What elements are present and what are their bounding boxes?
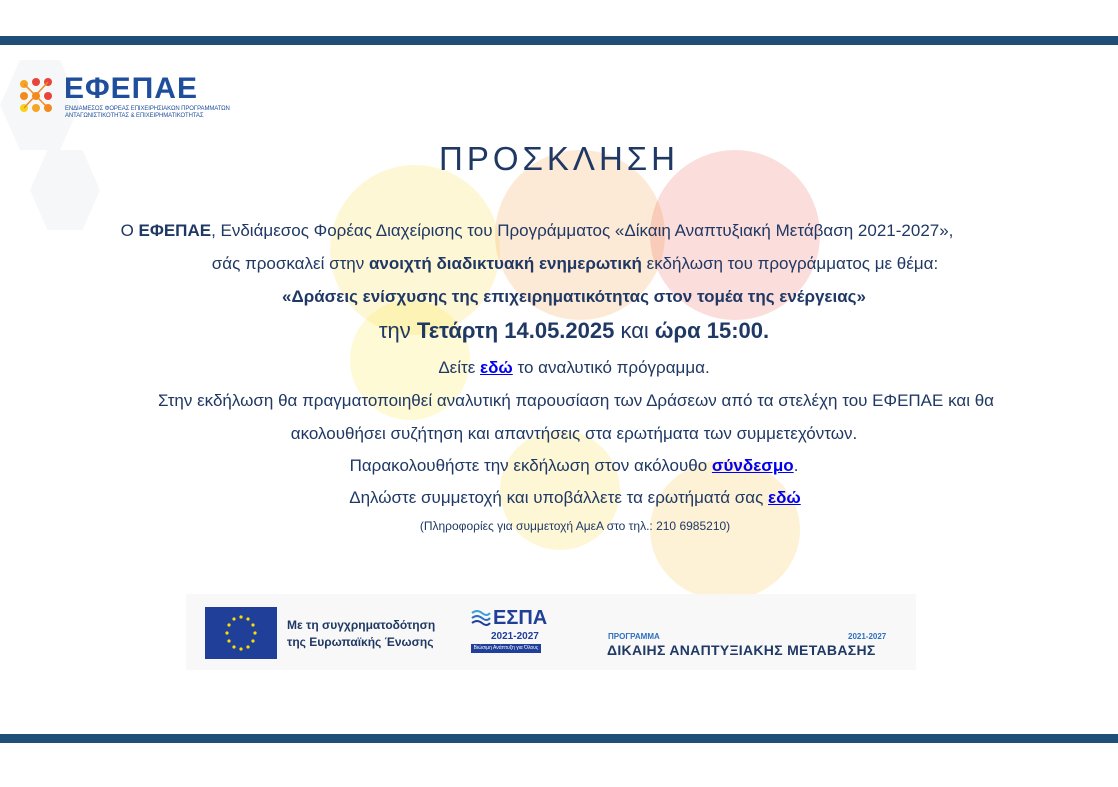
program-line-text: το αναλυτικό πρόγραμμα.: [512, 358, 710, 377]
watch-link[interactable]: σύνδεσμο: [711, 456, 794, 475]
datetime-text: την: [378, 318, 417, 343]
watch-line: [15, 456, 1118, 476]
eu-cofunding-line-2: της Ευρωπαϊκής Ένωσης: [287, 635, 434, 649]
efepae-logo-word: ΕΦΕΠΑΕ: [64, 72, 198, 105]
efepae-logo: [18, 72, 230, 120]
program-years: 2021-2027: [848, 632, 887, 641]
description-line-2: ακολουθήσει συζήτηση και απαντήσεις στα ερωτήματα των συμμετεχόντων.: [290, 424, 858, 443]
eu-cofunding-text: [287, 617, 435, 651]
datetime-text: και: [614, 318, 655, 343]
espa-subtitle: Βιώσιμη Ανάπτυξη για Όλους: [471, 644, 541, 653]
info-note: (Πληροφορίες για συμμετοχή ΑμεΑ στο τηλ.: 210 6985210): [419, 519, 731, 533]
register-line: [16, 488, 1118, 508]
top-band: [0, 36, 1118, 45]
efepae-logo-subtitle-2: ΑΝΤΑΓΩΝΙΣΤΙΚΟΤΗΤΑΣ & ΕΠΙΧΕΙΡΗΜΑΤΙΚΟΤΗΤΑΣ: [65, 113, 204, 119]
intro-event-type: ανοιχτή διαδικτυακή ενημερωτική: [368, 254, 642, 273]
intro-text: Ο: [120, 221, 139, 240]
program-link[interactable]: εδώ: [480, 358, 513, 377]
program-name: ΔΙΚΑΙΗΣ ΑΝΑΠΤΥΞΙΑΚΗΣ ΜΕΤΑΒΑΣΗΣ: [607, 642, 876, 658]
efepae-logo-subtitle-1: ΕΝΔΙΑΜΕΣΟΣ ΦΟΡΕΑΣ ΕΠΙΧΕΙΡΗΣΙΑΚΩΝ ΠΡΟΓΡΑΜΜΑΤΩΝ: [65, 106, 230, 112]
espa-word: ΕΣΠΑ: [493, 607, 548, 629]
eu-flag-icon: [205, 607, 277, 659]
event-datetime: [15, 318, 1118, 344]
espa-years: 2021-2027: [491, 631, 539, 642]
eu-cofunding-line-1: Με τη συγχρηματοδότηση: [287, 618, 436, 632]
intro-org-name: ΕΦΕΠΑΕ: [138, 221, 212, 240]
efepae-logo-mark-icon: [18, 76, 62, 116]
intro-text: , Ενδιάμεσος Φορέας Διαχείρισης του Προγράμματος «Δίκαιη Αναπτυξιακή Μετάβαση 2021-2027»,: [211, 221, 954, 240]
program-label: ΠΡΟΓΡΑΜΜΑ: [608, 632, 660, 641]
page-title: ΠΡΟΣΚΛΗΣΗ: [438, 140, 680, 177]
program-line-text: Δείτε: [438, 358, 481, 377]
intro-line-1: [0, 221, 1096, 241]
bottom-band: [0, 734, 1118, 743]
intro-line-2: [16, 254, 1118, 274]
watch-line-text: .: [793, 456, 799, 475]
espa-wave-icon: [471, 609, 491, 627]
description-line-1: Στην εκδήλωση θα πραγματοποιηθεί αναλυτική παρουσίαση των Δράσεων από τα στελέχη του ΕΦΕΠΑΕ και θα: [158, 391, 994, 410]
register-line-text: Δηλώστε συμμετοχή και υποβάλλετε τα ερωτήματά σας: [349, 488, 769, 507]
intro-text: εκδήλωση του προγράμματος με θέμα:: [641, 254, 939, 273]
event-time: ώρα 15:00.: [654, 318, 770, 343]
event-topic: «Δράσεις ενίσχυσης της επιχειρηματικότητας στον τομέα της ενέργειας»: [282, 287, 866, 306]
program-line: [15, 358, 1118, 378]
intro-text: σάς προσκαλεί στην: [211, 254, 369, 273]
espa-logo: [471, 607, 551, 657]
event-date: Τετάρτη 14.05.2025: [416, 318, 615, 343]
register-link[interactable]: εδώ: [768, 488, 801, 507]
watch-line-text: Παρακολουθήστε την εκδήλωση στον ακόλουθο: [349, 456, 712, 475]
